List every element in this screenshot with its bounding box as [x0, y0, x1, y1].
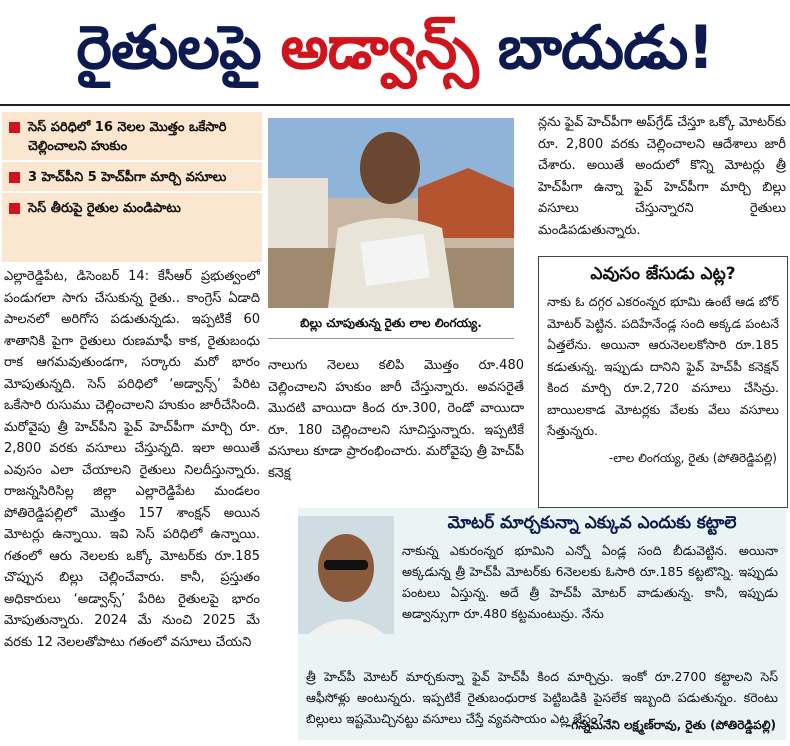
- highlights-box: [2, 112, 262, 262]
- article-column-3: [538, 112, 786, 252]
- article-column-1: [4, 266, 260, 742]
- quote-box-title: ఎవుసం జేసుడు ఎట్ల?: [590, 264, 736, 284]
- headline-part1: రైతులపై: [76, 13, 281, 83]
- headline-rule: [0, 104, 790, 106]
- photo-caption: బిల్లు చూపుతున్న రైతు లాల లింగయ్య.: [268, 308, 514, 339]
- photo-lakshman-rao: [298, 516, 394, 634]
- highlight-point: [2, 193, 262, 222]
- highlight-point: [2, 162, 262, 193]
- quote-box-signature: -గన్నమనేని లక్ష్మణ్‌రావు, రైతు (పోతిరెడ్డిపల్లి): [566, 718, 776, 732]
- portrait-illustration: [298, 516, 394, 634]
- article-body-text: న్లను ఫైవ్ హెచ్‌పీగా అప్‌గ్రేడ్ చేస్తూ ఒక్కో మోటర్‌కు రూ. 2,800 వరకు చెల్లించాలని ఆదేశాలు జారీ చేశారు. అయితే అందులో కొన్ని మోటర్లు త్రీ హెచ్‌పీగా ఉన్నా ఫైవ్ హెచ్‌పీగా మార్చి బిల్లు వసూలు చేస్తున్నారని రైతులు మండిపడుతున్నారు.: [538, 115, 786, 238]
- bullet-icon: [9, 122, 20, 133]
- farmer-photo-illustration: [268, 118, 514, 308]
- highlight-text: సెస్ పరిధిలో 16 నెలల మొత్తం ఒకేసారి చెల్లించాలని హుకుం: [28, 120, 227, 154]
- headline-part2: అడ్వాన్స్: [280, 13, 478, 83]
- article-body-text: ఎల్లారెడ్డిపేట, డిసెంబర్ 14: కేసీఆర్ ప్రభుత్వంలో పండుగలా సాగు చేసుకున్న రైతు.. కాంగ్రెస్ ఏడాది పాలనలో అరిగోస పడుతున్నడు. ఇప్పటికే 60 శాతానికి పైగా రైతులు రుణమాఫీ కాక, రైతుబంధు రాక ఆగమవుతుండగా, సర్కారు మరో భారం మోపుతున్నది. సెస్ పరిధిలో ‘అడ్వాన్స్’ పేరిట ఒకేసారి రుసుము చెల్లించాలని హుకుం జారీచేసింది. మరోవైపు త్రీ హెచ్‌పీని ఫైవ్ హెచ్‌పీగా మార్చి రూ. 2,800 వరకు వసూలు చేస్తున్నది. ఇలా అయితే ఎవుసం ఎలా చేయాలని రైతులు నిలదీస్తున్నారు. రాజన్నసిరిసిల్ల జిల్లా ఎల్లారెడ్డిపేట మండలం పోతిరెడ్డిపల్లిలో మొత్తం 157 శాంక్షన్ అయిన మోటర్లు ఉన్నాయి. ఇవి సెస్ పరిధిలో ఉన్నాయి. గతంలో ఆరు నెలలకు ఒక్కో మోటర్‌కు రూ.185 చొప్పున బిల్లు చెల్లించేవారు. కానీ, ప్రస్తుతం అధికారులు ‘అడ్వాన్స్’ పేరిట రైతులపై భారం మోపుతున్నారు. 2024 మే నుంచి 2025 మే వరకు 12 నెలలతోపాటు గతంలో వసూలు చేయని: [4, 269, 260, 650]
- article-body-text: నాలుగు నెలలు కలిపి మొత్తం రూ.480 చెల్లించాలని హుకుం జారీ చేస్తున్నారు. అవసరైతే మొదటి వాయిదా కింద రూ.300, రెండో వాయిదా రూ. 180 చెల్లించాలని సూచిస్తున్నారు. ఇప్పటికే వసూలు కూడా ప్రారంభించారు. మరోవైపు త్రీ హెచ్‌పీ కనెక్ష: [268, 358, 524, 481]
- bullet-icon: [9, 172, 20, 183]
- quote-box-lakshman-rao: [298, 508, 786, 740]
- photo-farmer-bill: [268, 118, 514, 308]
- article-column-2: [268, 355, 524, 505]
- quote-box-body-part2: త్రీ హెచ్‌పీ మోటర్ మార్చకున్నా ఫైవ్ హెచ్‌పీ కింద మార్చిన్రు. ఇంకో రూ.2700 కట్టాలని సెస్ ఆఫీసోళ్లు అంటున్నరు. ఇప్పటికే రైతుబంధురాక పెట్టిబడికి పైసలేక ఇబ్బంది పడుతున్నం. కరెంటు బిల్లులు ఇష్టమొచ్చినట్టు వసూలు చేస్తే వ్యవసాయం ఎట్ల జేస్తం?: [306, 669, 778, 726]
- headline-part3: బాదుడు!: [477, 13, 714, 83]
- headline: [0, 0, 790, 100]
- quote-box-lingayya: [538, 256, 788, 508]
- highlight-text: 3 హెచ్‌పీని 5 హెచ్‌పీగా మార్చి వసూలు: [28, 170, 227, 185]
- quote-box-title: మోటర్ మార్చకున్నా ఎక్కువ ఎందుకు కట్టాలె: [447, 513, 737, 533]
- highlight-text: సెస్ తీరుపై రైతుల మండిపాటు: [28, 201, 181, 216]
- quote-box-signature: -లాల లింగయ్య, రైతు (పోతిరెడ్డిపల్లి): [608, 450, 777, 465]
- highlight-point: [2, 112, 262, 162]
- quote-box-body-part1: నాకున్న ఎకురంన్నర భూమిని ఎన్నో ఏండ్ల సంది బీడువెట్టిన. అయినా అక్కడున్న త్రీ హెచ్‌పీ మోటర్‌కు 6నెలలకు ఓసారి రూ.185 కట్టటొన్ని. ఇప్పుడు పంటలు ఏస్తున్న. అదే త్రీ హెచ్‌పీ మోటర్ వాడుతున్న. కానీ, ఇప్పుడు అడ్వాన్సుగా రూ.480 కట్టమంటున్రు. నేను: [402, 543, 778, 621]
- quote-box-body: నాకు ఓ దగ్గర ఎకరంన్నర భూమి ఉంటే ఆడ బోర్ మోటర్ పెట్టిన. పదిహేనేండ్ల సంది అక్కడ పంటనే ఏత్తలేను. అయినా ఆరునెలలకోసారి రూ.185 కడుతున్న. ఇప్పుడు దానిని ఫైవ్ హెచ్‌పీ కనెక్షన్ కింద మార్చి రూ.2,720 వసూలు చేసిన్రు. బాయిలకాడ మోటర్లకు వేలకు వేలు వసూలు సేత్తున్నరు.: [547, 294, 779, 438]
- bullet-icon: [9, 203, 20, 214]
